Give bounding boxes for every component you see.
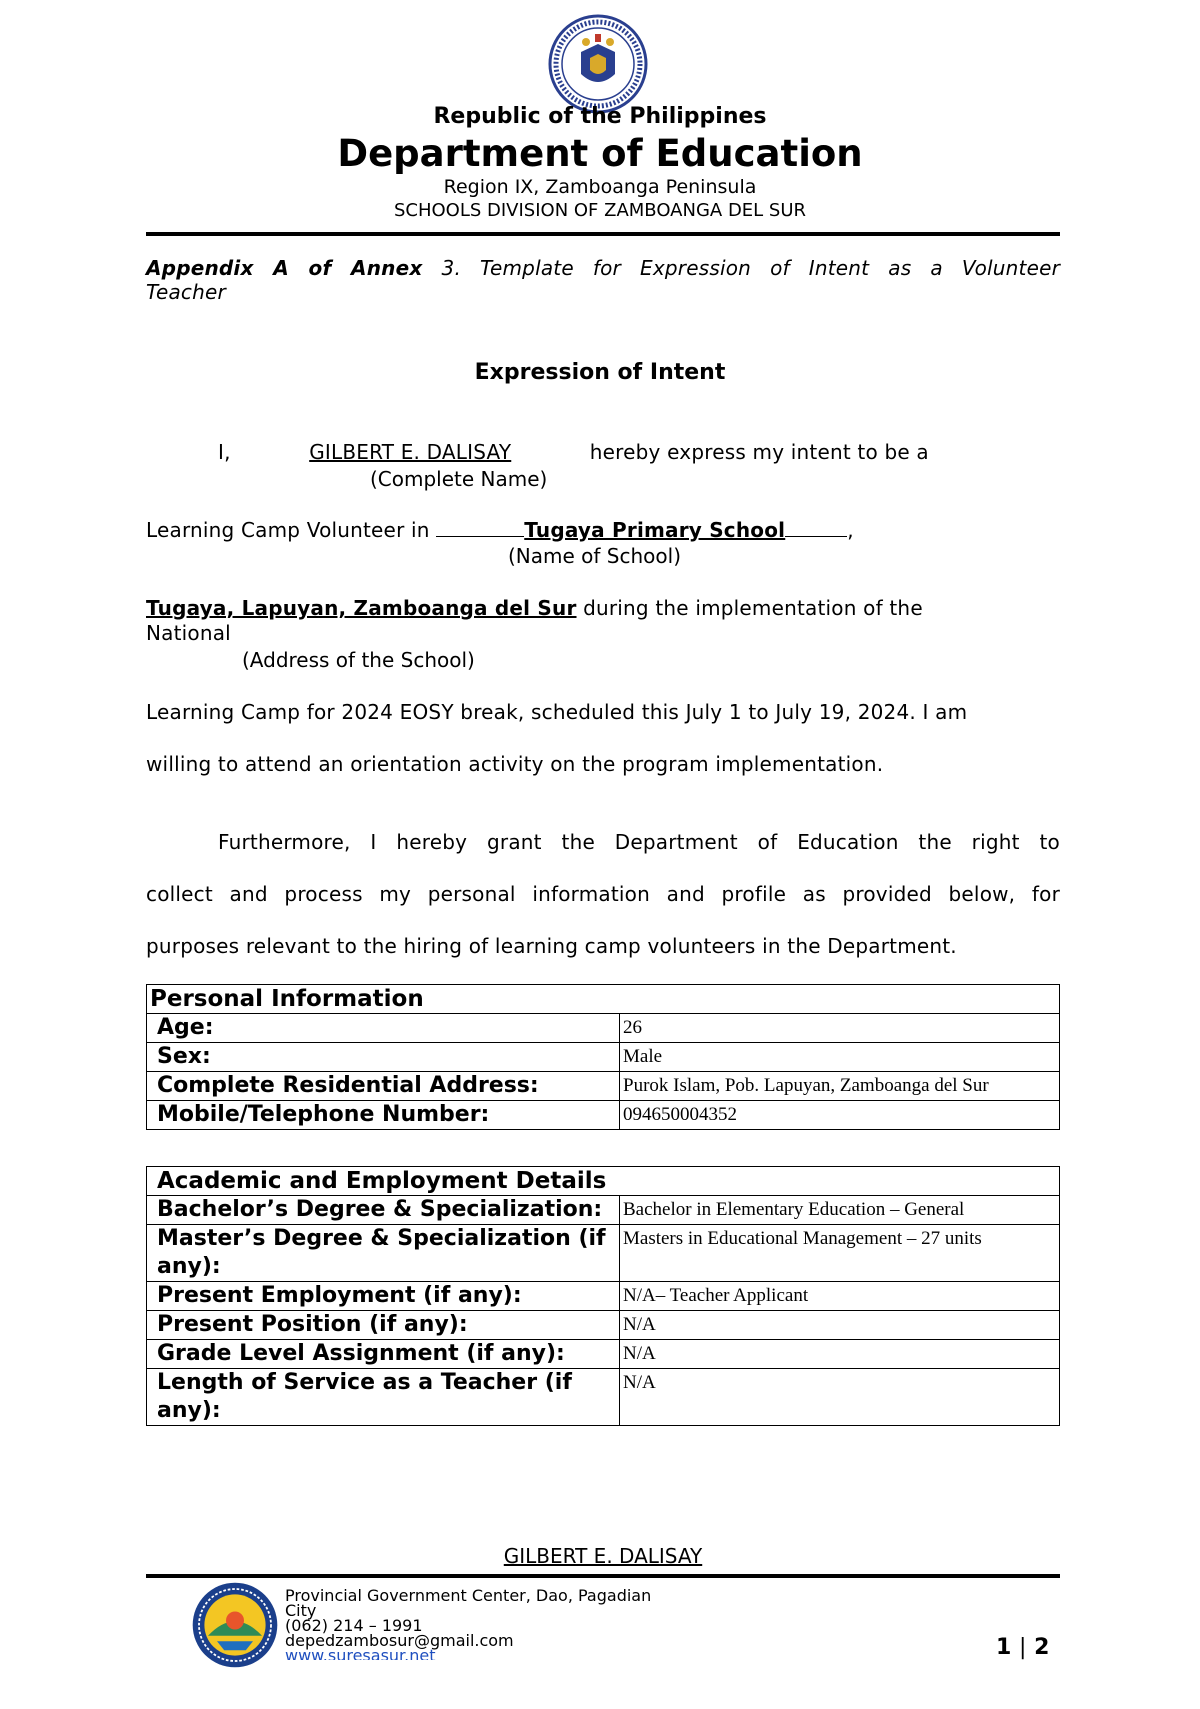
phone-label: Mobile/Telephone Number: [147,1101,620,1130]
service-length-label: Length of Service as a Teacher (if any): [147,1369,620,1426]
department-heading: Department of Education [337,132,863,175]
footer-address-2: City [285,1601,317,1620]
volunteer-prefix: Learning Camp Volunteer in [146,518,430,542]
page-separator: | [1018,1635,1027,1660]
bachelor-value: Bachelor in Elementary Education – General [620,1196,1060,1225]
sex-value: Male [620,1043,1060,1072]
school-blank-left [436,518,524,537]
appendix-line-2: Teacher [146,280,226,304]
table-row [147,1072,1060,1101]
footer-phone: (062) 214 – 1991 [285,1616,423,1635]
employment-value: N/A– Teacher Applicant [620,1282,1060,1311]
phone-value: 094650004352 [620,1101,1060,1130]
intent-suffix: hereby express my intent to be a [589,440,929,464]
school-caption: (Name of School) [508,544,681,568]
table-row [147,1225,1060,1282]
address-value: Purok Islam, Pob. Lapuyan, Zamboanga del Sur [620,1072,1060,1101]
personal-info-table [146,984,1060,1130]
table-row [147,985,1060,1014]
school-address: Tugaya, Lapuyan, Zamboanga del Sur [146,596,577,620]
table-row [147,1196,1060,1225]
personal-info-header: Personal Information [147,985,1060,1014]
name-caption: (Complete Name) [370,467,548,491]
table-row [147,1369,1060,1426]
grade-level-value: N/A [620,1340,1060,1369]
masters-value: Masters in Educational Management – 27 units [620,1225,1060,1282]
age-value: 26 [620,1014,1060,1043]
intent-line [218,440,1068,464]
division-heading: SCHOOLS DIVISION OF ZAMBOANGA DEL SUR [393,200,807,221]
table-row [147,1167,1060,1196]
table-row [147,1340,1060,1369]
position-label: Present Position (if any): [147,1311,620,1340]
appendix-number: 3 [441,256,455,280]
address-line [146,596,1060,620]
page-total: 2 [1034,1635,1050,1660]
national-word: National [146,621,231,645]
table-row [147,1101,1060,1130]
table-row [147,1282,1060,1311]
table-row [147,1311,1060,1340]
camp-schedule-line: Learning Camp for 2024 EOSY break, scheduled this July 1 to July 19, 2024. I am [146,700,968,724]
footer-address-1: Provincial Government Center, Dao, Pagadian [285,1586,652,1605]
signature-line [444,1544,762,1568]
table-row [147,1043,1060,1072]
appendix-text: . Template for Expression of Intent as a Volunteer [454,256,1061,280]
page-number [996,1635,1049,1660]
service-length-value: N/A [620,1369,1060,1426]
position-value: N/A [620,1311,1060,1340]
sex-label: Sex: [147,1043,620,1072]
region-heading: Region IX, Zamboanga Peninsula [443,176,757,198]
page-current: 1 [996,1635,1012,1660]
academic-header: Academic and Employment Details [147,1167,1060,1196]
deped-seal-icon [548,14,648,114]
furthermore-line-3: purposes relevant to the hiring of learning camp volunteers in the Department. [146,934,957,958]
table-row [147,1014,1060,1043]
republic-heading: Republic of the Philippines [433,104,767,129]
division-logo-icon [190,1580,280,1670]
address-label: Complete Residential Address: [147,1072,620,1101]
grade-level-label: Grade Level Assignment (if any): [147,1340,620,1369]
school-comma: , [847,518,854,542]
employment-label: Present Employment (if any): [147,1282,620,1311]
furthermore-line-2: collect and process my personal information and profile as provided below, for [146,882,1060,906]
age-label: Age: [147,1014,620,1043]
masters-label: Master’s Degree & Specialization (if any): [147,1225,620,1282]
signature-name: GILBERT E. DALISAY [503,1544,703,1568]
footer-rule [146,1574,1060,1578]
applicant-name: GILBERT E. DALISAY [309,440,512,464]
appendix-label: Appendix A of Annex [146,256,423,280]
furthermore-line-1: Furthermore, I hereby grant the Department of Education the right to [218,830,1060,854]
appendix-line [146,256,1060,280]
address-suffix: during the implementation of the [583,596,923,620]
footer-website-link[interactable]: www.suresasur.net [285,1648,436,1660]
bachelor-label: Bachelor’s Degree & Specialization: [147,1196,620,1225]
header-rule [146,232,1060,236]
school-name: Tugaya Primary School [524,518,786,542]
intent-prefix: I, [218,440,231,464]
address-caption: (Address of the School) [242,648,475,672]
orientation-line: willing to attend an orientation activity on the program implementation. [146,752,884,776]
school-blank-right [785,518,847,537]
school-line [146,518,1060,542]
document-title: Expression of Intent [474,360,726,385]
academic-table [146,1166,1060,1426]
footer-email[interactable]: depedzambosur@gmail.com [285,1631,514,1650]
